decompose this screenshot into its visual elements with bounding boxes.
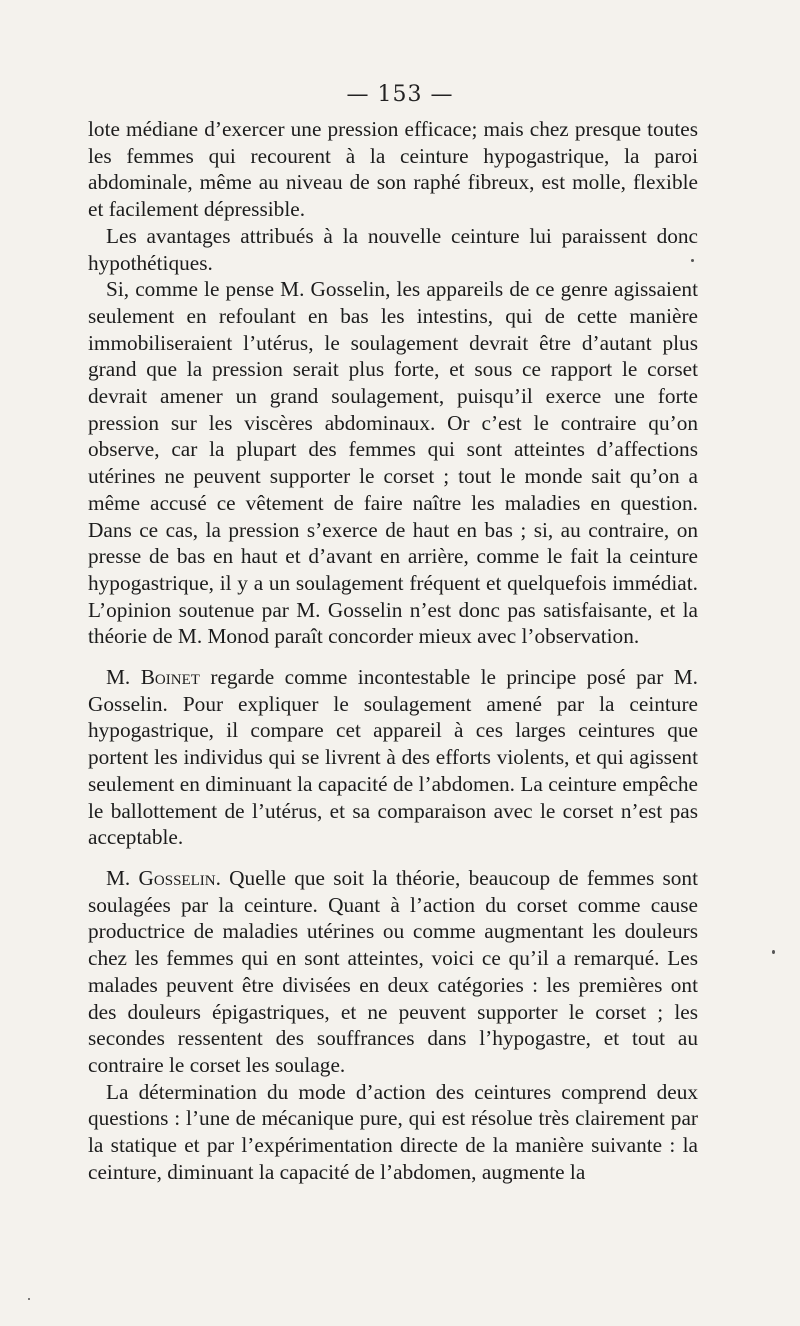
paragraph-continuation: lote médiane d’exercer une pression efficace; mais chez presque toutes les femmes qui recourent à la ceinture hypogastrique, la paroi abdominale, même au niveau de son raphé fibreux, est molle, flexible et facilement dépressible. bbox=[88, 117, 698, 222]
page-number: — 153 — bbox=[346, 82, 454, 107]
paper-speck bbox=[772, 950, 775, 954]
paragraph-text: regarde comme incontestable le principe posé par M. Gosselin. Pour expliquer le soulagement amené par la ceinture hypogastrique, il compare cet appareil à ces larges ceintures que portent les individus qui se livrent à des efforts violents, et qui agissent seulement en diminuant la capacité de l’abdomen. La ceinture empêche le ballottement de l’utérus, et sa comparaison avec le corset n’est pas acceptable. bbox=[88, 665, 699, 850]
paragraph-gosselin bbox=[88, 865, 698, 1079]
paragraph: Si, comme le pense M. Gosselin, les appareils de ce genre agissaient seulement en refoulant en bas les intestins, qui de cette manière immobiliseraient l’utérus, le soulagement devrait être d’autant plus grand que la pression serait plus forte, et sous ce rapport le corset devrait amener un grand soulagement, puisqu’il exerce une forte pression sur les viscères abdominaux. Or c’est le contraire qu’on observe, car la plupart des femmes qui sont atteintes d’affections utérines ne peuvent supporter le corset ; tout le monde sait qu’on a même accusé ce vêtement de faire naître les maladies en question. Dans ce cas, la pression s’exerce de haut en bas ; si, au contraire, on presse de bas en haut et d’avant en arrière, comme le fait la ceinture hypogastrique, il y a un soulagement fréquent et quelquefois immédiat. L’opinion soutenue par M. Gosselin n’est donc pas satisfaisante, et la théorie de M. Monod paraît concorder mieux avec l’observation. bbox=[88, 277, 698, 649]
paragraph-text: Quelle que soit la théorie, beaucoup de femmes sont soulagées par la ceinture. Quant à l’action du corset comme cause productrice de maladies utérines ou comme augmentant les douleurs chez les femmes qui en sont atteintes, voici ce qu’il a remarqué. Les malades peuvent être divisées en deux catégories : les premières ont des douleurs épigastriques, et ne peuvent supporter le corset ; les secondes ressentent des souffrances dans l’hypogastre, et tout au contraire le corset les soulage. bbox=[88, 865, 698, 1077]
page-body bbox=[88, 116, 698, 1185]
paper-speck bbox=[691, 259, 694, 262]
paragraph: Les avantages attribués à la nouvelle ceinture lui paraissent donc hypothétiques. bbox=[88, 223, 698, 275]
paragraph: La détermination du mode d’action des ceintures comprend deux questions : l’une de mécanique pure, qui est résolue très clairement par la statique et par l’expérimentation directe de la manière suivante : la ceinture, diminuant la capacité de l’abdomen, augmente la bbox=[88, 1079, 698, 1184]
speaker-title: M. bbox=[106, 865, 131, 890]
paper-speck bbox=[28, 1298, 30, 1300]
speaker-name: Gosselin. bbox=[138, 865, 221, 890]
speaker-name: Boinet bbox=[140, 665, 200, 690]
paragraph-boinet bbox=[88, 664, 698, 851]
speaker-title: M. bbox=[106, 665, 131, 690]
